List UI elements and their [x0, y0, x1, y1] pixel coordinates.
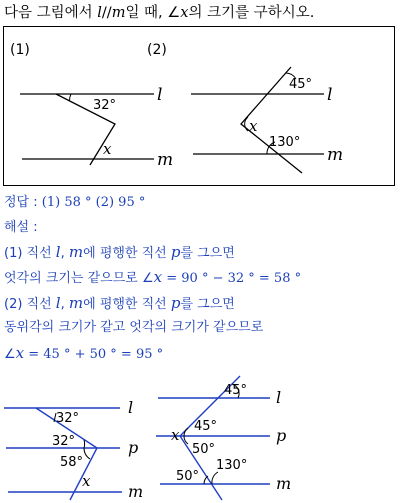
question-var-l: l: [97, 5, 102, 21]
explanation-line-5: [4, 344, 163, 364]
exp2-equation: = 90 ° − 32 ° = 58 °: [162, 271, 302, 286]
exp1-suffix: 를 그으면: [180, 246, 235, 261]
solfig1-arc-58: [84, 448, 90, 459]
fig2-label-m: m: [327, 145, 344, 165]
solfig2-label-l: l: [276, 388, 282, 407]
fig1-angle-32: 32°: [93, 98, 117, 113]
answer-line: [4, 194, 145, 212]
explanation-line-1: [4, 243, 235, 263]
fig2-number: (2): [147, 42, 167, 58]
solfig2-angle-x: x: [171, 426, 180, 444]
fig2-angle-45: 45°: [289, 77, 313, 92]
fig2-label-l: l: [327, 85, 333, 105]
solution-figures-svg: [0, 372, 400, 503]
exp3-var-m: m: [68, 294, 84, 312]
solfig1-arc-32-mid: [84, 440, 85, 448]
exp3-var-p: p: [170, 294, 181, 312]
solfig2-angle-50-mid: 50°: [192, 442, 216, 457]
solfig1-angle-32-top: 32°: [56, 411, 80, 426]
question-mid: 일 때, ∠: [125, 5, 181, 21]
explanation-line-2: [4, 268, 301, 288]
exp5-prefix: ∠: [4, 347, 16, 362]
solfig2-angle-50-bottom: 50°: [176, 469, 200, 484]
fig2-angle-130: 130°: [269, 135, 301, 150]
solfig1-label-m: m: [128, 482, 144, 501]
exp5-var-x: x: [15, 344, 25, 362]
exp3-sep: ,: [60, 297, 65, 312]
explanation-line-4: 동위각의 크기가 같고 엇각의 크기가 같으므로: [4, 320, 264, 335]
question-var-x: x: [180, 5, 189, 21]
exp1-var-p: p: [170, 243, 181, 261]
exp1-var-l: l: [55, 243, 61, 261]
solfig2-angle-45-mid: 45°: [194, 419, 218, 434]
exp3-mid: 에 평행한 직선: [83, 297, 171, 312]
exp5-equation: = 45 ° + 50 ° = 95 °: [24, 347, 164, 362]
exp1-prefix: (1) 직선: [4, 246, 56, 261]
answer-label: 정답 :: [4, 195, 38, 210]
solfig2-label-m: m: [276, 474, 292, 493]
question-var-m: m: [111, 5, 126, 21]
problem-figures-svg: [4, 27, 394, 185]
solfig1-angle-32-mid: 32°: [52, 434, 76, 449]
solfig2-label-p: p: [276, 426, 287, 445]
exp1-mid: 에 평행한 직선: [83, 246, 171, 261]
exp1-sep: ,: [60, 246, 65, 261]
problem-figure-box: [3, 26, 395, 186]
fig1-label-m: m: [157, 150, 174, 170]
exp2-prefix: 엇각의 크기는 같으므로 ∠: [4, 271, 154, 286]
fig1-number: (1): [10, 42, 30, 58]
solfig1-angle-x: x: [82, 472, 91, 490]
solfig1-label-l: l: [128, 398, 134, 417]
fig1-label-l: l: [157, 85, 163, 105]
exp3-prefix: (2) 직선: [4, 297, 56, 312]
solfig1-angle-58: 58°: [60, 455, 84, 470]
explanation-label: 해설 :: [4, 220, 38, 235]
exp1-var-m: m: [68, 243, 84, 261]
exp3-var-l: l: [55, 294, 61, 312]
question-prefix: 다음 그림에서: [4, 5, 98, 21]
fig1-angle-x: x: [103, 140, 112, 158]
solfig2-arc-130: [212, 472, 218, 484]
question-suffix: 의 크기를 구하시오.: [188, 5, 315, 21]
solfig2-angle-45-top: 45°: [224, 383, 248, 398]
solution-fig-left: [4, 398, 143, 501]
question-parallel: //: [101, 5, 112, 21]
solution-fig-right: [156, 376, 291, 500]
solfig1-label-p: p: [128, 438, 139, 457]
fig1-arc-32: [70, 94, 72, 101]
exp3-suffix: 를 그으면: [180, 297, 235, 312]
explanation-line-3: [4, 294, 235, 314]
solfig2-angle-130: 130°: [216, 458, 248, 473]
question-text: [4, 4, 314, 22]
exp2-var-x: x: [153, 268, 163, 286]
fig2-angle-x: x: [249, 117, 258, 135]
answer-text: (1) 58 ° (2) 95 °: [41, 195, 146, 210]
